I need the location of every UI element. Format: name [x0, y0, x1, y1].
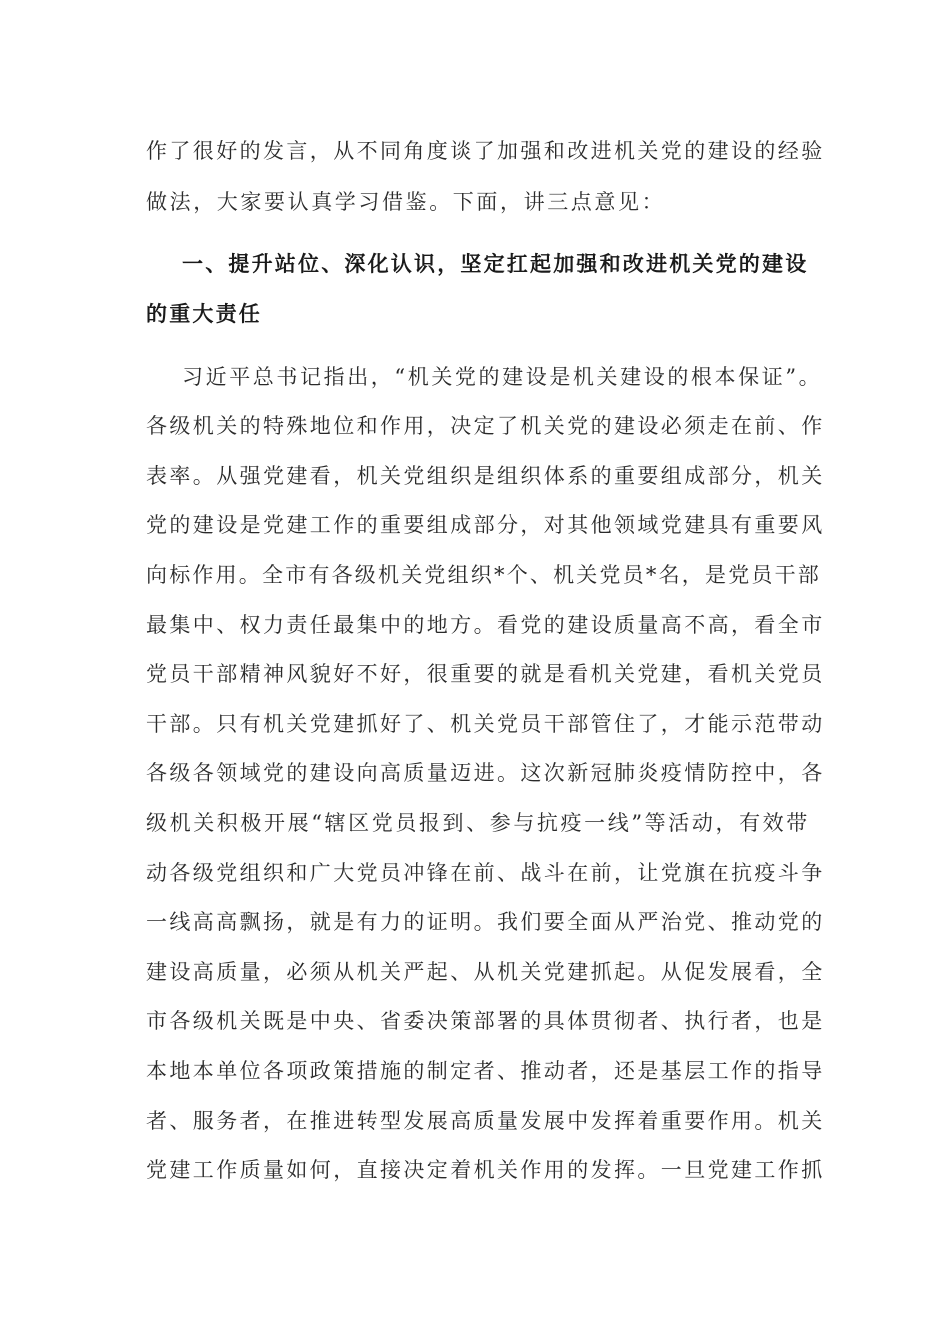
- body-text-line: 动各级党组织和广大党员冲锋在前、战斗在前，让党旗在抗疫斗争: [146, 861, 825, 885]
- body-text-line: 向标作用。全市有各级机关党组织*个、机关党员*名，是党员干部: [146, 563, 821, 587]
- body-text-line: 者、服务者，在推进转型发展高质量发展中发挥着重要作用。机关: [146, 1109, 825, 1133]
- body-text-line: 干部。只有机关党建抓好了、机关党员干部管住了，才能示范带动: [146, 712, 825, 736]
- body-text-line: 党的建设是党建工作的重要组成部分，对其他领域党建具有重要风: [146, 513, 825, 537]
- body-text-line: 最集中、权力责任最集中的地方。看党的建设质量高不高，看全市: [146, 613, 825, 637]
- body-text-line: 做法，大家要认真学习借鉴。下面，讲三点意见：: [146, 190, 666, 214]
- body-text-line: 各级机关的特殊地位和作用，决定了机关党的建设必须走在前、作: [146, 414, 825, 438]
- body-text-line: 作了很好的发言，从不同角度谈了加强和改进机关党的建设的经验: [146, 139, 825, 163]
- body-text-line: 本地本单位各项政策措施的制定者、推动者，还是基层工作的指导: [146, 1059, 825, 1083]
- body-text-line: 各级各领域党的建设向高质量迈进。这次新冠肺炎疫情防控中，各: [146, 761, 825, 785]
- section-heading-line: 一、提升站位、深化认识，坚定扛起加强和改进机关党的建设: [182, 252, 809, 276]
- body-text-line: 习近平总书记指出，“机关党的建设是机关建设的根本保证”。: [182, 365, 823, 389]
- body-text-line: 党员干部精神风貌好不好，很重要的就是看机关党建，看机关党员: [146, 662, 825, 686]
- body-text-line: 表率。从强党建看，机关党组织是组织体系的重要组成部分，机关: [146, 464, 825, 488]
- body-text-line: 级机关积极开展“辖区党员报到、参与抗疫一线”等活动，有效带: [146, 811, 810, 835]
- body-text-line: 一线高高飘扬，就是有力的证明。我们要全面从严治党、推动党的: [146, 910, 825, 934]
- section-heading-line: 的重大责任: [146, 302, 262, 326]
- body-text-line: 建设高质量，必须从机关严起、从机关党建抓起。从促发展看，全: [146, 960, 825, 984]
- body-text-line: 党建工作质量如何，直接决定着机关作用的发挥。一旦党建工作抓: [146, 1158, 825, 1182]
- body-text-line: 市各级机关既是中央、省委决策部署的具体贯彻者、执行者，也是: [146, 1009, 825, 1033]
